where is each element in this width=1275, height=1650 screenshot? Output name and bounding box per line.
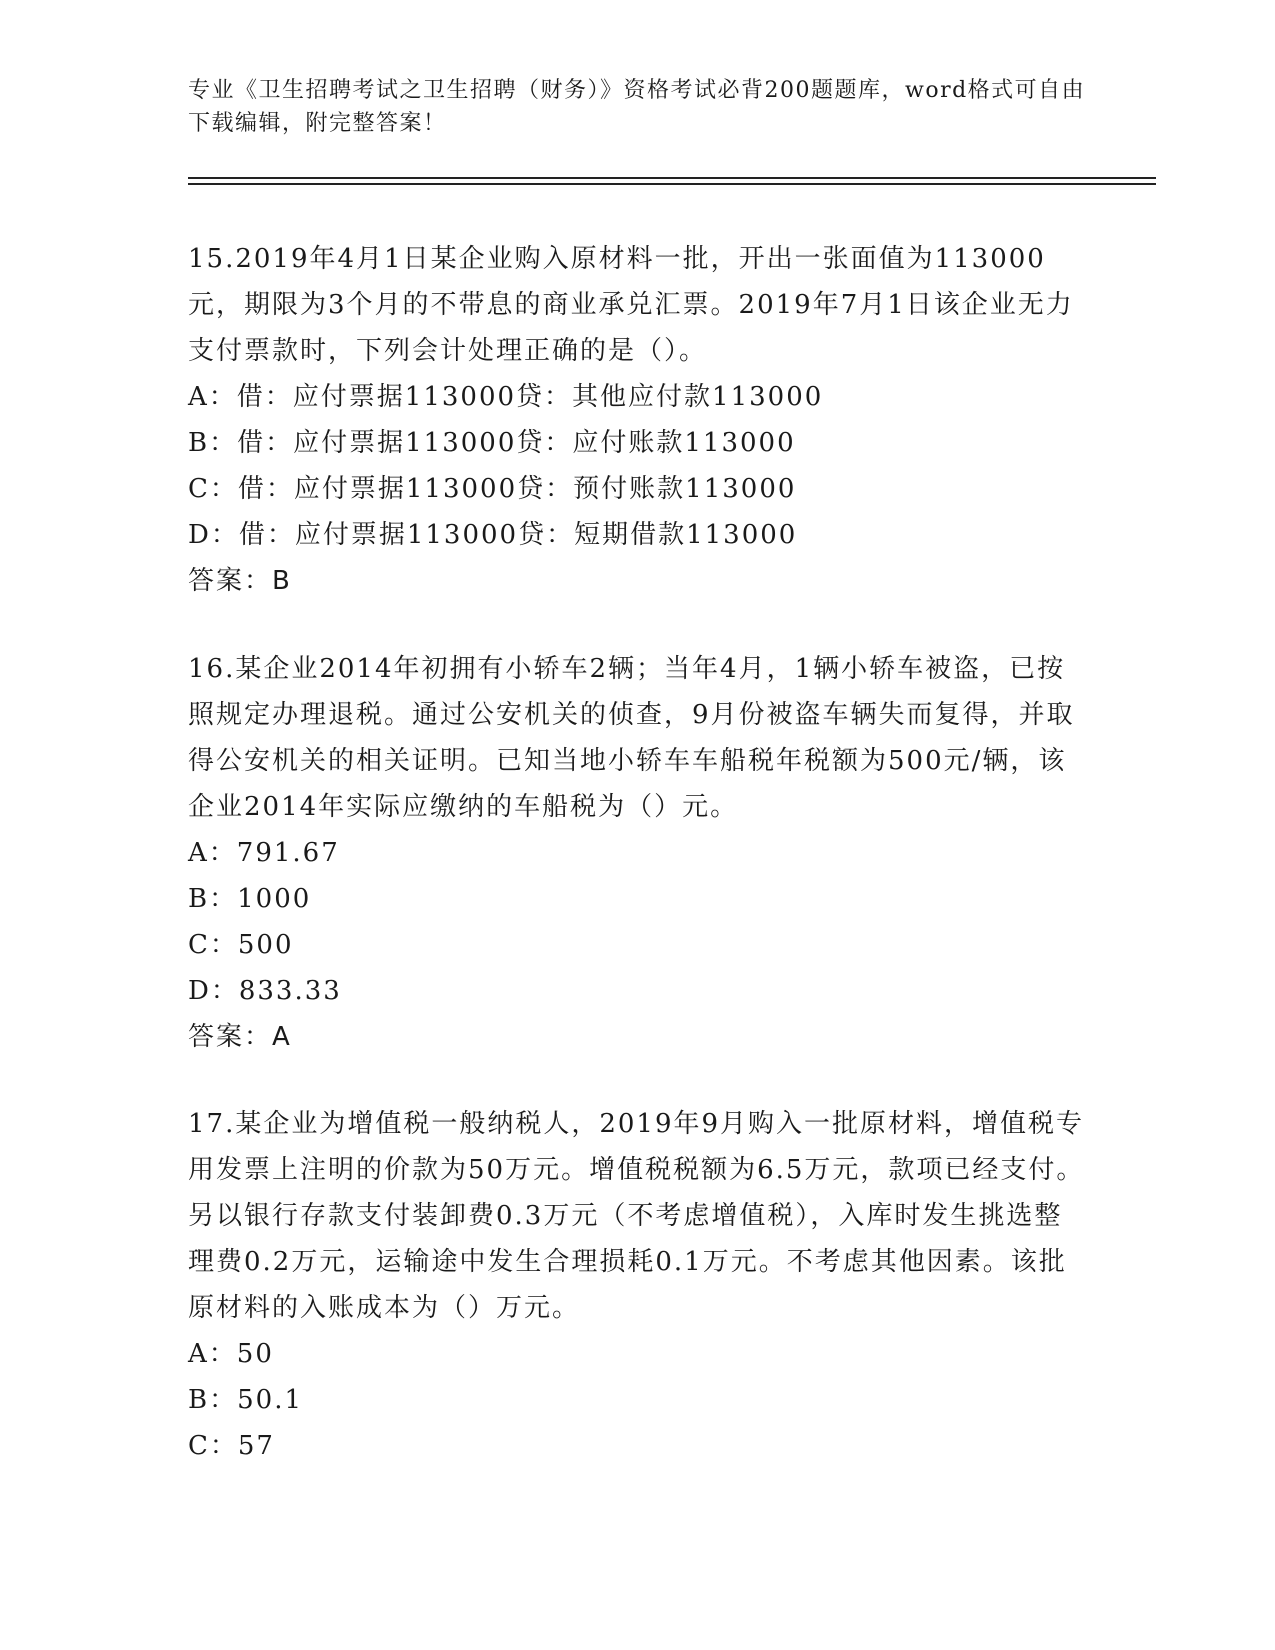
option-d: D：借：应付票据113000贷：短期借款113000 — [188, 520, 798, 550]
option-list — [188, 374, 1088, 558]
option-a: A：791.67 — [188, 838, 340, 868]
header-text: 专业《卫生招聘考试之卫生招聘（财务）》资格考试必背200题题库，word格式可自由下载编辑，附完整答案！ — [188, 78, 1086, 136]
question-17 — [188, 1101, 1088, 1469]
document-header — [188, 74, 1088, 140]
option-list — [188, 1331, 1088, 1469]
option-b: B：50.1 — [188, 1385, 303, 1415]
option-b: B：借：应付票据113000贷：应付账款113000 — [188, 428, 796, 458]
question-text: 15.2019年4月1日某企业购入原材料一批，开出一张面值为113000元，期限为3个月的不带息的商业承兑汇票。2019年7月1日该企业无力支付票款时，下列会计处理正确的是（）。 — [188, 244, 1074, 366]
answer-text: 答案：B — [188, 566, 292, 596]
header-divider-top — [188, 177, 1156, 179]
option-a: A：借：应付票据113000贷：其他应付款113000 — [188, 382, 824, 412]
question-text: 17.某企业为增值税一般纳税人，2019年9月购入一批原材料，增值税专用发票上注明的价款为50万元。增值税税额为6.5万元，款项已经支付。另以银行存款支付装卸费0.3万元（不考虑增值税），入库时发生挑选整理费0.2万元，运输途中发生合理损耗0.1万元。不考虑其他因素。该批原材料的入账成本为（）万元。 — [188, 1109, 1085, 1323]
option-d: D：833.33 — [188, 976, 342, 1006]
question-text: 16.某企业2014年初拥有小轿车2辆；当年4月，1辆小轿车被盗，已按照规定办理退税。通过公安机关的侦查，9月份被盗车辆失而复得，并取得公安机关的相关证明。已知当地小轿车车船税年税额为500元/辆，该企业2014年实际应缴纳的车船税为（）元。 — [188, 654, 1075, 822]
header-divider-bottom — [188, 183, 1156, 185]
option-c: C：借：应付票据113000贷：预付账款113000 — [188, 474, 797, 504]
option-c: C：500 — [188, 930, 294, 960]
option-b: B：1000 — [188, 884, 312, 914]
option-c: C：57 — [188, 1431, 275, 1461]
option-a: A：50 — [188, 1339, 274, 1369]
question-15 — [188, 236, 1088, 604]
question-16 — [188, 646, 1088, 1060]
answer-text: 答案：A — [188, 1022, 292, 1052]
option-list — [188, 830, 1088, 1014]
